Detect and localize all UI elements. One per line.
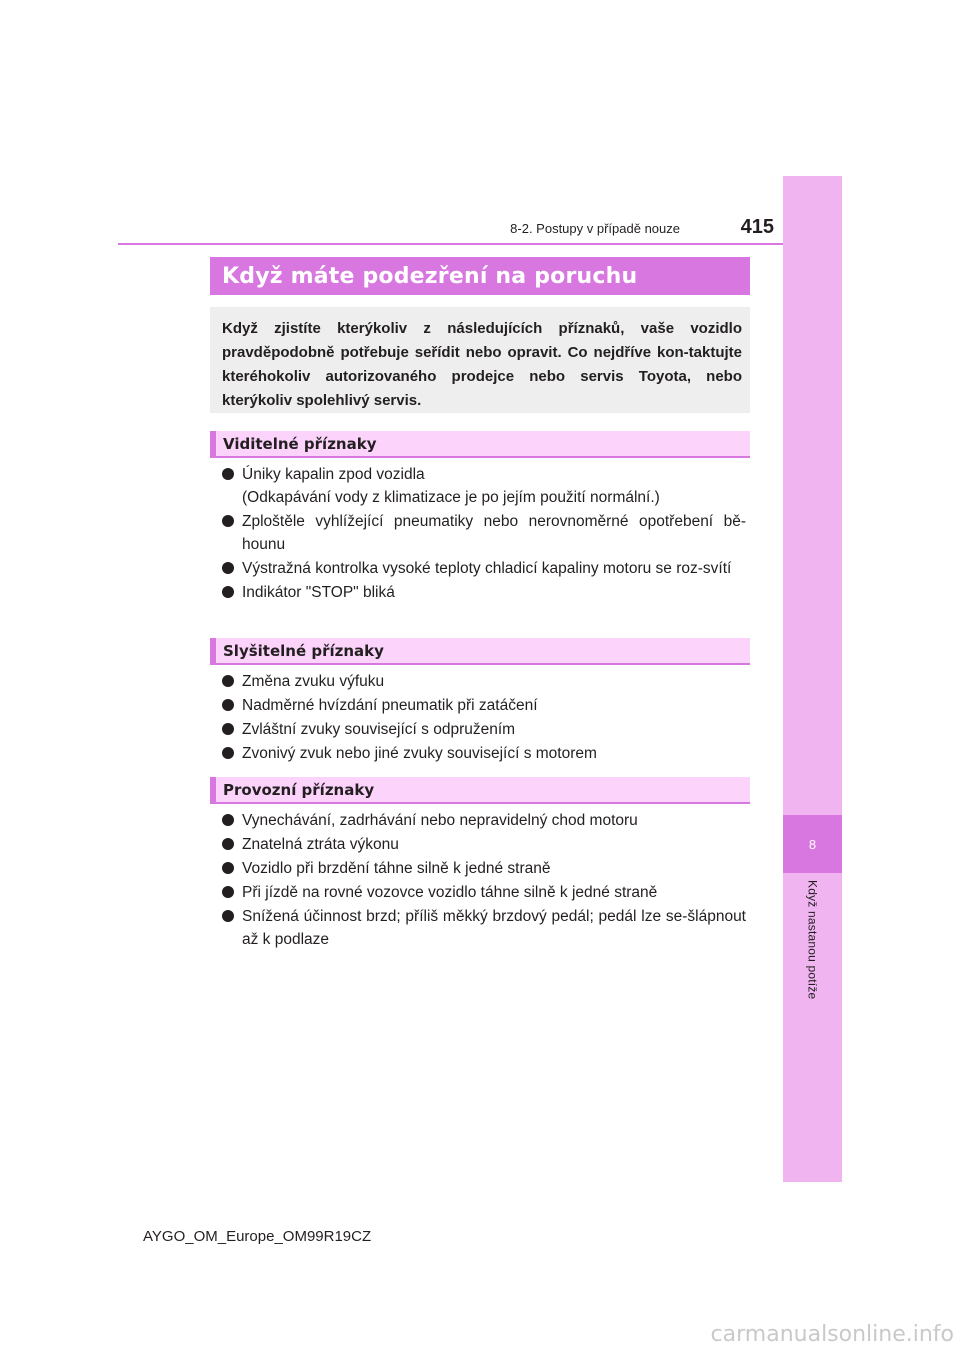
list-item (222, 581, 746, 604)
visible-symptoms-list (222, 463, 746, 605)
section-heading-audible (210, 638, 750, 665)
list-item-text: Snížená účinnost brzd; příliš měkký brzdový pedál; pedál lze se-šlápnout až k podlaze (242, 908, 746, 948)
list-item-text: Úniky kapalin zpod vozidla (242, 466, 425, 483)
bullet-icon (222, 586, 234, 598)
list-item (222, 809, 746, 832)
page-title-bar (210, 257, 750, 295)
list-item-text: Vynechávání, zadrhávání nebo nepravidelný chod motoru (242, 812, 638, 829)
list-item-text: Zvonivý zvuk nebo jiné zvuky související s motorem (242, 745, 597, 762)
list-item (222, 905, 746, 951)
bullet-icon (222, 675, 234, 687)
bullet-icon (222, 723, 234, 735)
section-heading-label: Provozní příznaky (223, 780, 375, 799)
chapter-number-box (783, 815, 842, 873)
chapter-title: Když nastanou potíže (805, 880, 820, 1000)
bullet-icon (222, 814, 234, 826)
list-item-text: Nadměrné hvízdání pneumatik při zatáčení (242, 697, 538, 714)
list-item (222, 742, 746, 765)
bullet-icon (222, 515, 234, 527)
list-item-note: (Odkapávání vody z klimatizace je po jejím použití normální.) (242, 489, 660, 506)
list-item-text: Změna zvuku výfuku (242, 673, 385, 690)
list-item (222, 694, 746, 717)
operational-symptoms-list (222, 809, 746, 952)
bullet-icon (222, 862, 234, 874)
list-item (222, 463, 746, 509)
list-item-text: Znatelná ztráta výkonu (242, 836, 399, 853)
bullet-icon (222, 699, 234, 711)
section-header: 8-2. Postupy v případě nouze (510, 221, 680, 236)
bullet-icon (222, 838, 234, 850)
list-item (222, 833, 746, 856)
section-heading-label: Slyšitelné příznaky (223, 641, 384, 660)
list-item-text: Zvláštní zvuky související s odpružením (242, 721, 516, 738)
chapter-title-vertical (783, 880, 842, 1040)
list-item (222, 510, 746, 556)
list-item (222, 881, 746, 904)
page-title: Když máte podezření na poruchu (222, 263, 638, 289)
list-item-text: Vozidlo při brzdění táhne silně k jedné straně (242, 860, 551, 877)
list-item-text: Při jízdě na rovné vozovce vozidlo táhne silně k jedné straně (242, 884, 658, 901)
intro-box: Když zjistíte kterýkoliv z následujících příznaků, vaše vozidlo pravděpodobně potřebuje seřídit nebo opravit. Co nejdříve kon-taktujte kteréhokoliv autorizovaného prodejce nebo servis Toyota, nebo kterýkoliv spolehlivý servis. (210, 307, 750, 413)
page-number: 415 (740, 216, 774, 238)
section-heading-label: Viditelné příznaky (223, 434, 377, 453)
watermark-link[interactable]: carmanualsonline.info (710, 1322, 954, 1347)
bullet-icon (222, 886, 234, 898)
list-item-text: Výstražná kontrolka vysoké teploty chladicí kapaliny motoru se roz-svítí (242, 560, 732, 577)
bullet-icon (222, 747, 234, 759)
document-footer: AYGO_OM_Europe_OM99R19CZ (143, 1228, 372, 1245)
list-item (222, 557, 746, 580)
bullet-icon (222, 468, 234, 480)
list-item-text: Zploštěle vyhlížející pneumatiky nebo nerovnoměrné opotřebení bě-hounu (242, 513, 746, 553)
section-heading-operational (210, 777, 750, 804)
list-item (222, 718, 746, 741)
list-item (222, 857, 746, 880)
section-heading-visible (210, 431, 750, 458)
bullet-icon (222, 562, 234, 574)
chapter-number: 8 (808, 836, 817, 852)
list-item (222, 670, 746, 693)
bullet-icon (222, 910, 234, 922)
list-item-text: Indikátor "STOP" bliká (242, 584, 395, 601)
header-divider (118, 243, 783, 245)
audible-symptoms-list (222, 670, 746, 766)
